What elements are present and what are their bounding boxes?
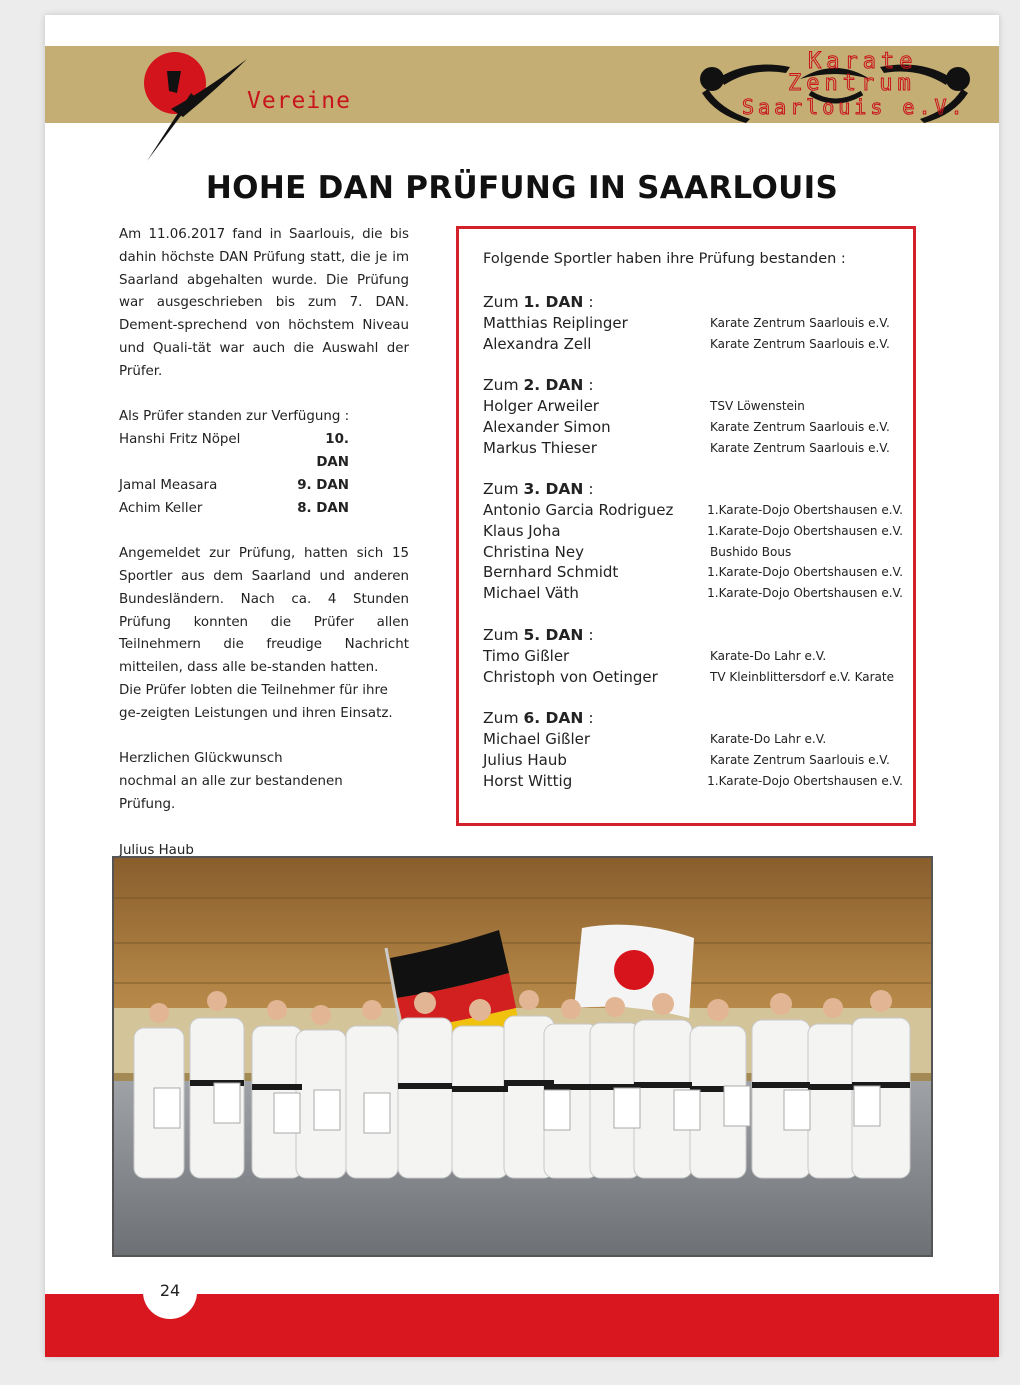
dan-group: [483, 374, 903, 458]
person-club: 1.Karate-Dojo Obertshausen e.V.: [707, 565, 903, 580]
group-photo-illustration: [114, 858, 931, 1255]
person-club: 1.Karate-Dojo Obertshausen e.V.: [707, 586, 903, 601]
dan-group: [483, 624, 903, 688]
dan-group-title: Zum 3. DAN :: [483, 480, 594, 498]
person-club: Karate-Do Lahr e.V.: [710, 732, 827, 746]
article-title: HOHE DAN PRÜFUNG IN SAARLOUIS: [205, 170, 839, 206]
person-name: Timo Gißler: [483, 647, 570, 665]
examiner-dan: 8. DAN: [297, 500, 349, 516]
club-logo-icon: [137, 49, 247, 169]
person-row: [483, 396, 903, 417]
magazine-page: [45, 15, 999, 1357]
logo-text-3: Saarlouis e.V.: [742, 95, 967, 119]
person-name: Markus Thieser: [483, 438, 597, 457]
examiner-dan: 10. DAN: [316, 432, 349, 470]
examiner-row: [119, 429, 409, 475]
person-club: Karate Zentrum Saarlouis e.V.: [710, 336, 890, 351]
person-row: [483, 729, 903, 750]
logo-text-2: Zentrum: [788, 71, 916, 96]
person-name: Julius Haub: [483, 750, 567, 769]
person-name: Christina Ney: [483, 542, 584, 561]
person-club: Karate-Do Lahr e.V.: [710, 649, 827, 663]
examiner-row: [119, 498, 409, 521]
dan-level: 1. DAN: [523, 293, 584, 311]
logo-text-1: Karate: [808, 49, 918, 74]
dan-group: [483, 478, 903, 604]
examiner-name: Jamal Measara: [119, 477, 218, 493]
person-club: Bushido Bous: [710, 544, 792, 559]
person-name: Alexander Simon: [483, 417, 611, 436]
dan-group-title: Zum 1. DAN :: [483, 293, 594, 311]
person-club: Karate Zentrum Saarlouis e.V.: [710, 316, 890, 330]
person-name: Christoph von Oetinger: [483, 667, 658, 686]
person-name: Michael Gißler: [483, 730, 591, 748]
person-row: [483, 521, 903, 542]
karate-zentrum-logo: [690, 49, 980, 123]
dan-prefix: Zum: [483, 480, 519, 498]
person-row: [483, 334, 903, 355]
person-club: TSV Löwenstein: [710, 399, 805, 413]
person-name: Horst Wittig: [483, 771, 573, 790]
person-name: Antonio Garcia Rodriguez: [483, 501, 674, 519]
dan-group-title: Zum 5. DAN :: [483, 626, 594, 644]
dan-prefix: Zum: [483, 376, 519, 394]
person-club: Karate Zentrum Saarlouis e.V.: [710, 419, 890, 434]
examiner-dan: 9. DAN: [297, 477, 349, 493]
group-photo: [112, 856, 933, 1257]
japan-flag: [574, 925, 694, 1018]
person-name: Holger Arweiler: [483, 397, 599, 415]
person-row: [483, 500, 903, 521]
dan-group-title: Zum 6. DAN :: [483, 709, 594, 727]
dan-prefix: Zum: [483, 709, 519, 727]
congrats-line: nochmal an alle zur bestandenen: [119, 774, 343, 790]
person-club: 1.Karate-Dojo Obertshausen e.V.: [707, 523, 903, 538]
dan-level: 3. DAN: [523, 480, 584, 498]
page-number: 24: [143, 1265, 197, 1319]
dan-level: 5. DAN: [523, 626, 584, 644]
examiner-row: [119, 475, 409, 498]
examiners-heading: Als Prüfer standen zur Verfügung :: [119, 409, 350, 425]
article-text: [119, 224, 409, 862]
person-name: Klaus Joha: [483, 521, 561, 540]
person-row: [483, 750, 903, 771]
person-club: TV Kleinblittersdorf e.V. Karate: [710, 669, 894, 684]
congrats-line: Herzlichen Glückwunsch: [119, 751, 283, 767]
person-club: 1.Karate-Dojo Obertshausen e.V.: [707, 503, 903, 517]
body-paragraph: Angemeldet zur Prüfung, hatten sich 15 Sportler aus dem Saarland und anderen Bundesländern. Nach ca. 4 Stunden Prüfung konnten die Prüfer allen Teilnehmern die freudige Nachricht mitteilen, dass alle be-standen hatten.: [119, 546, 409, 676]
dan-group: [483, 291, 903, 355]
section-label: Vereine: [247, 88, 351, 114]
dan-group: [483, 707, 903, 791]
results-box: [456, 226, 916, 826]
person-name: Alexandra Zell: [483, 334, 592, 353]
person-name: Matthias Reiplinger: [483, 314, 628, 332]
results-intro: Folgende Sportler haben ihre Prüfung bestanden :: [483, 251, 846, 267]
person-name: Michael Väth: [483, 584, 579, 603]
body-paragraph-2: Die Prüfer lobten die Teilnehmer für ihre ge-zeigten Leistungen und ihren Einsatz.: [119, 682, 393, 721]
dan-prefix: Zum: [483, 626, 519, 644]
person-row: [483, 771, 903, 792]
person-club: 1.Karate-Dojo Obertshausen e.V.: [707, 773, 903, 788]
examiner-name: Achim Keller: [119, 500, 203, 516]
author: Julius Haub: [119, 842, 194, 858]
dan-prefix: Zum: [483, 293, 519, 311]
person-row: [483, 417, 903, 438]
examiner-name: Hanshi Fritz Nöpel: [119, 432, 241, 448]
person-row: [483, 438, 903, 459]
person-row: [483, 667, 903, 688]
person-row: [483, 313, 903, 334]
person-row: [483, 583, 903, 604]
person-row: [483, 646, 903, 667]
intro-paragraph: Am 11.06.2017 fand in Saarlouis, die bis dahin höchste DAN Prüfung statt, die je im Saarland abgehalten wurde. Die Prüfung war ausgeschrieben bis zum 7. DAN. Dement-sprechend von höchstem Niveau und Quali-tät war auch die Auswahl der Prüfer.: [119, 227, 409, 379]
person-name: Bernhard Schmidt: [483, 563, 619, 582]
congrats-line: Prüfung.: [119, 796, 176, 812]
dan-level: 2. DAN: [523, 376, 584, 394]
dan-group-title: Zum 2. DAN :: [483, 376, 594, 394]
person-club: Karate Zentrum Saarlouis e.V.: [710, 440, 890, 455]
person-club: Karate Zentrum Saarlouis e.V.: [710, 752, 890, 767]
person-row: [483, 542, 903, 563]
person-row: [483, 562, 903, 583]
dan-level: 6. DAN: [523, 709, 584, 727]
